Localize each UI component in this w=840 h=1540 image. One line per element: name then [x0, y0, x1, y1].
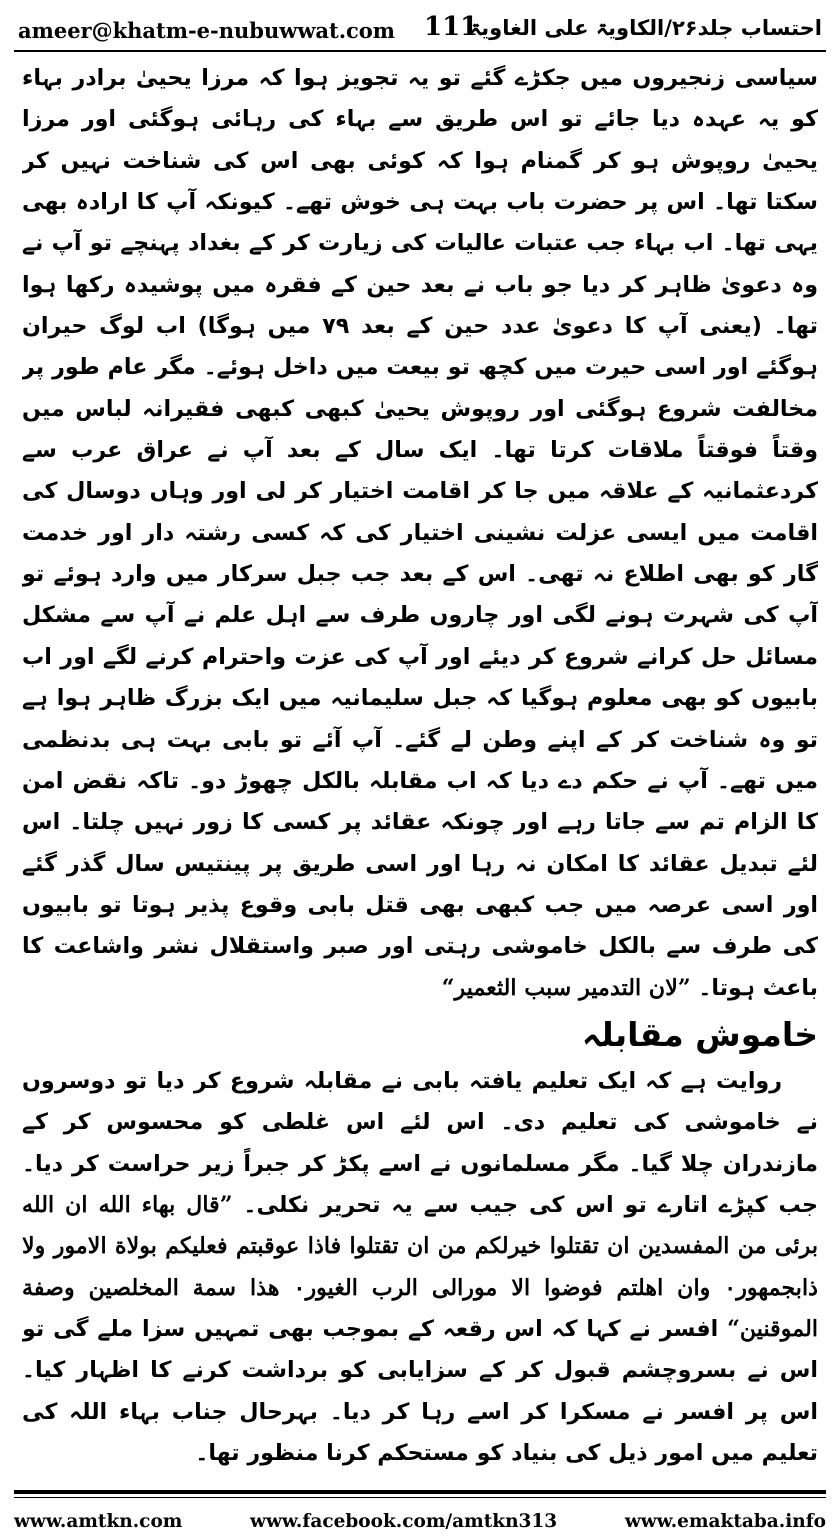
footer-link-emaktaba[interactable]: www.emaktaba.info	[624, 1510, 826, 1532]
section-heading: خاموش مقابلہ	[581, 1014, 818, 1054]
paragraph-1-quote: ”لان التدمیر سبب الثعمیر“	[441, 974, 691, 1001]
footer-link-amtkn[interactable]: www.amtkn.com	[14, 1510, 183, 1532]
paragraph-1-text: سیاسی زنجیروں میں جکڑے گئے تو یہ تجویز ہوا کہ مرزا یحییٰ برادر بہاء کو یہ عہدہ دیا جائے تو اس طریق سے بہاء کی رہائی ہوگئی اور مرزا یحییٰ روپوش ہو کر گمنام ہوا کہ کوئی بھی اس کی شناخت نہیں کر سکتا تھا۔ اس پر حضرت باب بہت ہی خوش تھے۔ کیونکہ آپ کا ارادہ بھی یہی تھا۔ اب بہاء جب عتبات عالیات کی زیارت کر کے بغداد پہنچے تو آپ نے وہ دعویٰ ظاہر کر دیا جو باب نے بعد حین کے فقرہ میں پوشیدہ رکھا ہوا تھا۔ (یعنی آپ کا دعویٰ عدد حین کے بعد ۷۹ میں ہوگا) اب لوگ حیران ہوگئے اور اسی حیرت میں کچھ تو بیعت میں داخل ہوئے۔ مگر عام طور پر مخالفت شروع ہوگئی اور روپوش یحییٰ کبھی کبھی فقیرانہ لباس میں وقتاً فوقتاً ملاقات کرتا تھا۔ ایک سال کے بعد آپ نے عراق عرب سے کردعثمانیہ کے علاقہ میں جا کر اقامت اختیار کر لی اور وہاں دوسال کی اقامت میں ایسی عزلت نشینی اختیار کی کہ کسی رشتہ دار اور خدمت گار کو بھی اطلاع نہ تھی۔ اس کے بعد جب جبل سرکار میں وارد ہوئے تو آپ کی شہرت ہونے لگی اور چاروں طرف سے اہل علم نے آپ سے مشکل مسائل حل کرانے شروع کر دیئے اور آپ کی عزت واحترام کرنے لگے اور اب بابیوں کو بھی معلوم ہوگیا کہ جبل سلیمانیہ میں ایک بزرگ ظاہر ہوا ہے تو وہ شناخت کر کے اپنے وطن لے گئے۔ آپ آئے تو بابی بہت ہی بدنظمی میں تھے۔ آپ نے حکم دے دیا کہ اب مقابلہ بالکل چھوڑ دو۔ تاکہ نقض امن کا الزام تم سے جاتا رہے اور چونکہ عقائد پر کسی کا زور نہیں چلتا۔ اس لئے تبدیل عقائد کا امکان نہ رہا اور اسی طریق پر پینتیس سال گذر گئے اور اسی عرصہ میں جب کبھی بھی قتل بابی وقوع پذیر ہوتا تو بابیوں کی طرف سے بالکل خاموشی رہتی اور صبر واستقلال نشر واشاعت کا باعث ہوتا۔	[22, 65, 818, 1001]
paragraph-2-arabic-quote: ”قال بهاء الله ان الله برئی من المفسدين ان تقتلوا خيرلكم من ان تقتلوا فاذا عوقبتم فعليكم بولاة الامور ولا ذابجمهور۰ وان اهلتم فوضوا الا مورالی الرب الغيور۰ هذا سمة المخلصين وصفة الموقنين“	[22, 1191, 818, 1342]
page-header	[14, 12, 826, 50]
page-body	[22, 58, 818, 1466]
page-number: 111	[424, 12, 479, 42]
header-rule	[14, 50, 826, 52]
page-footer	[14, 1506, 826, 1536]
paragraph-1	[22, 58, 818, 1009]
paragraph-2-text: روایت ہے کہ ایک تعلیم یافتہ بابی نے مقابلہ شروع کر دیا تو دوسروں نے خاموشی کی تعلیم دی۔ اس لئے اس غلطی کو محسوس کر کے مازندران چلا گیا۔ مگر مسلمانوں نے اسے پکڑ کر جبراً زیر حراست کر دیا۔ جب کپڑے اتارے تو اس کی جیب سے یہ تحریر نکلی۔	[22, 1067, 818, 1218]
paragraph-2-ending: افسر نے کہا کہ اس رقعہ کے بموجب بھی تمہیں سزا ملے گی تو اس نے بسروچشم قبول کر کے سزایابی کو برداشت کرنے کا اظہار کیا۔ اس پر افسر نے مسکرا کر اسے رہا کر دیا۔ بہرحال جناب بہاء اللہ کی تعلیم میں امور ذیل کی بنیاد کو مستحکم کرنا منظور تھا۔	[22, 1315, 818, 1466]
book-title: احتساب جلد۲۶/الکاویۃ علی الغاویۃ	[468, 16, 822, 40]
footer-rule-thick	[14, 1490, 826, 1494]
header-email: ameer@khatm-e-nubuwwat.com	[18, 18, 396, 43]
paragraph-2	[22, 1061, 818, 1466]
footer-link-facebook[interactable]: www.facebook.com/amtkn313	[250, 1510, 558, 1532]
footer-rule-thin	[14, 1497, 826, 1498]
